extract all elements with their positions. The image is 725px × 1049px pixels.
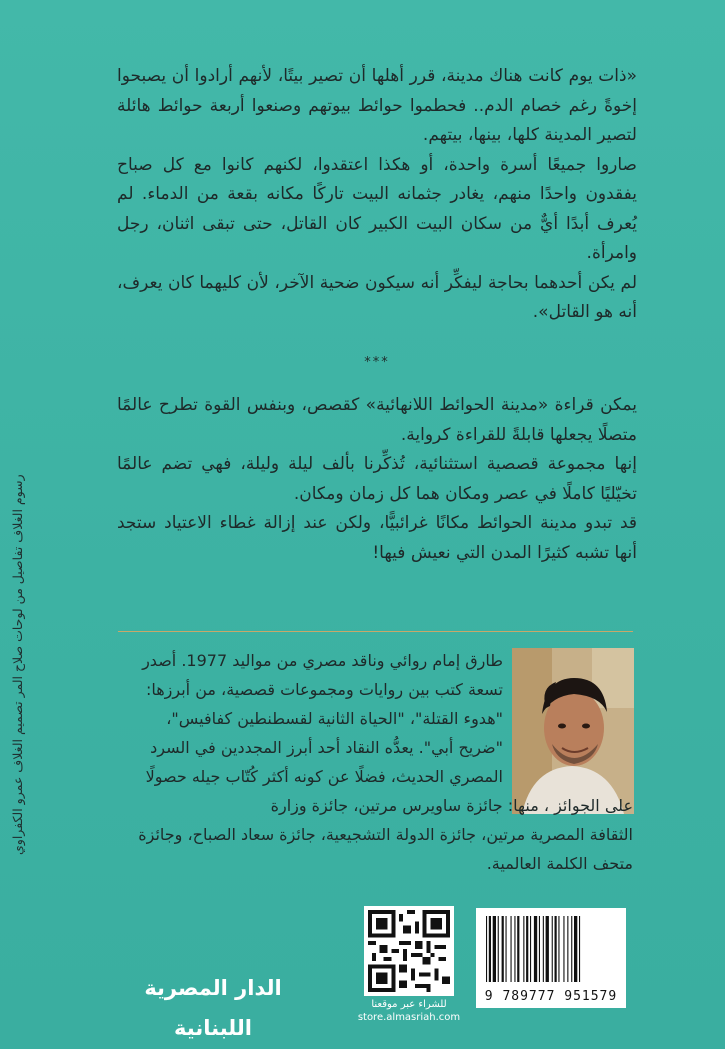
isbn-number: 9 789777 951579 <box>484 989 618 1004</box>
bio-line: طارق إمام روائي وناقد مصري من مواليد 1977. أصدر <box>142 651 503 670</box>
qr-caption: للشراء عبر موقعنا <box>371 999 447 1010</box>
author-bio <box>113 646 633 878</box>
synopsis-paragraph: لم يكن أحدهما بحاجة ليفكِّر أنه سيكون ضحية الآخر، لأن كليهما كان يعرف، أنه هو القاتل». <box>117 272 637 322</box>
synopsis-paragraph: يمكن قراءة «مدينة الحوائط اللانهائية» كقصص، وبنفس القوة تطرح عالمًا متصلًا يجعلها قابلةً للقراءة كرواية. <box>117 395 637 445</box>
isbn-barcode <box>476 908 626 1008</box>
bio-line: تسعة كتب بين روايات ومجموعات قصصية، من أبرزها: <box>145 680 503 699</box>
qr-code-icon <box>368 910 450 992</box>
synopsis-text <box>117 62 637 568</box>
synopsis-paragraph: إنها مجموعة قصصية استثنائية، تُذكِّرنا بألف ليلة وليلة، فهي تضم عالمًا تخيّليًا كاملًا في عصر ومكان هما كل زمان ومكان. <box>117 454 637 504</box>
barcode-icon <box>476 908 626 988</box>
bio-line: "هدوء القتلة"، "الحياة الثانية لقسطنطين كفافيس"، <box>166 709 503 728</box>
divider-line <box>118 631 633 632</box>
bio-line: على الجوائز ، منها: جائزة ساويرس مرتين، جائزة وزارة <box>270 796 633 815</box>
bio-line: المصري الحديث، فضلًا عن كونه أكثر كُتّاب جيله حصولًا <box>145 767 503 786</box>
store-url[interactable]: store.almasriah.com <box>357 1012 461 1023</box>
qr-code-block[interactable] <box>354 906 464 1024</box>
qr-code[interactable] <box>364 906 454 996</box>
synopsis-paragraph: قد تبدو مدينة الحوائط مكانًا غرائبيًّا، ولكن عند إزالة غطاء الاعتياد ستجد أنها تشبه كثيرًا المدن التي نعيش فيها! <box>117 513 637 563</box>
section-separator: *** <box>364 354 390 370</box>
cover-design-credit: رسوم الغلاف تفاصيل من لوحات صلاح المر تصميم الغلاف عمرو الكفراوي <box>10 474 25 856</box>
bio-line: متحف الكلمة العالمية. <box>486 854 633 873</box>
synopsis-paragraph: صاروا جميعًا أسرة واحدة، أو هكذا اعتقدوا، لكنهم كانوا مع كل صباح يفقدون واحدًا منهم، يغادر جثمانه البيت تاركًا مكانه بقعة من الدماء. لم يُعرف أبدًا أيٌّ من سكان البيت الكبير كان القاتل، حتى تبقى اثنان، رجل وامرأة. <box>117 154 637 263</box>
bio-line: الثقافة المصرية مرتين، جائزة الدولة التشجيعية، جائزة سعاد الصباح، وجائزة <box>138 825 633 844</box>
publisher-logo: الدار المصرية اللبنانية <box>144 976 282 1040</box>
synopsis-paragraph: «ذات يوم كانت هناك مدينة، قرر أهلها أن تصير بيتًا، لأنهم أرادوا أن يصبحوا إخوةً رغم خصام الدم.. فحطموا حوائط بيوتهم وصنعوا أربعة حوائط هائلة لتصير المدينة كلها، بينها، بيتهم. <box>117 66 637 145</box>
bio-line: "ضريح أبي". يعدُّه النقاد أحد أبرز المجددين في السرد <box>150 738 503 757</box>
